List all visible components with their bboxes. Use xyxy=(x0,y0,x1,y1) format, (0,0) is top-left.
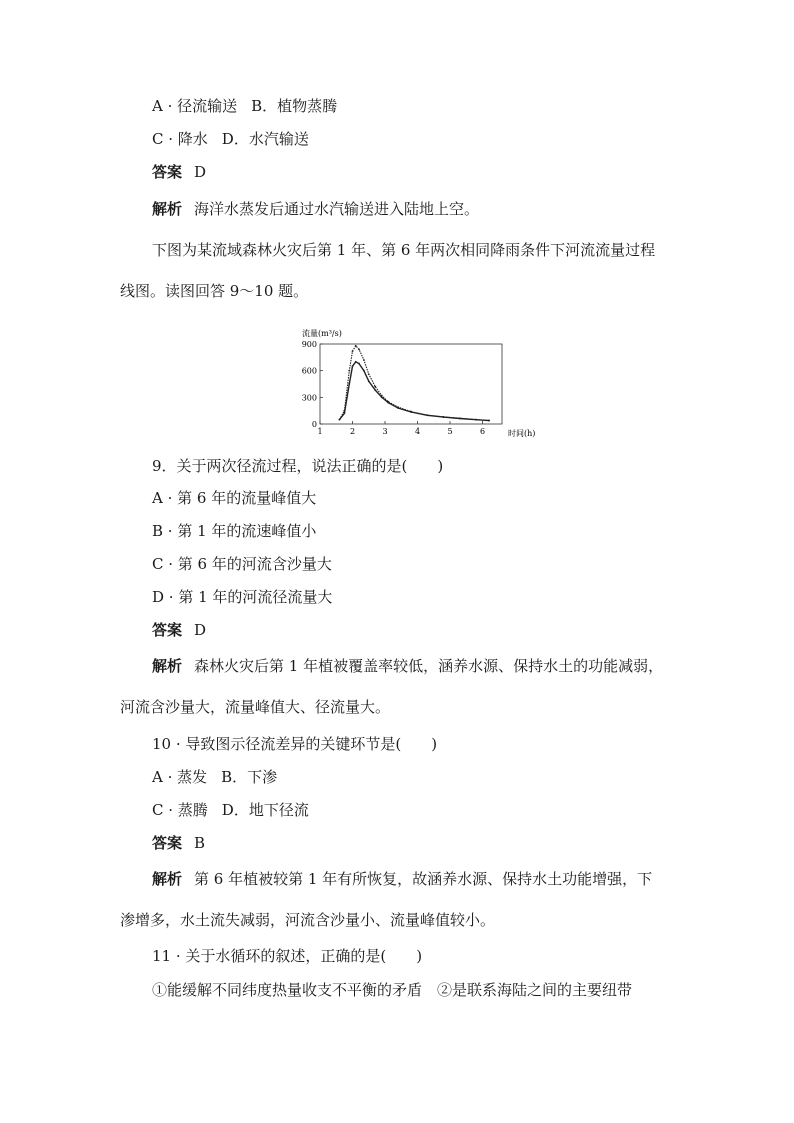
q9-explain-text-1: 森林火灾后第 1 年植被覆盖率较低，涵养水源、保持水土的功能减弱， xyxy=(194,657,664,675)
series-2-point xyxy=(459,418,461,420)
series-2-point xyxy=(475,419,477,421)
q9-option-d: D · 第 1 年的河流径流量大 xyxy=(152,588,333,606)
q10-options-row-2 xyxy=(152,800,309,820)
q8-answer xyxy=(152,162,206,182)
chart-x-label: 时间(h) xyxy=(508,429,536,438)
q9-option-a: A · 第 6 年的流量峰值大 xyxy=(152,489,317,507)
q9-answer-label: 答案 xyxy=(152,621,183,639)
q9-explanation xyxy=(152,656,663,676)
x-tick-label: 4 xyxy=(414,427,421,436)
q10-options-row-1 xyxy=(152,767,277,787)
series-2-point xyxy=(368,380,370,382)
q8-options-row-2 xyxy=(152,129,309,149)
series-2-point xyxy=(410,411,412,413)
series-2-point xyxy=(355,361,357,363)
q8-option-b: B．植物蒸腾 xyxy=(251,97,338,115)
q8-explanation xyxy=(152,199,479,219)
q9-answer-value: D xyxy=(194,621,207,639)
x-tick-label: 3 xyxy=(382,427,388,436)
x-tick-label: 1 xyxy=(317,427,323,436)
series-2-point xyxy=(363,370,365,372)
q10-stem: 10 · 导致图示径流差异的关键环节是( ) xyxy=(152,735,438,753)
y-tick-label: 900 xyxy=(301,340,317,349)
q9-option-c: C · 第 6 年的河流含沙量大 xyxy=(152,555,332,573)
series-2-point xyxy=(397,407,399,409)
series-1-point xyxy=(348,370,350,372)
series-1-point xyxy=(363,359,365,361)
series-2-point xyxy=(374,389,376,391)
q9-explain-label: 解析 xyxy=(152,657,183,675)
q9-stem: 9．关于两次径流过程，说法正确的是( ) xyxy=(152,457,444,475)
x-tick-label: 5 xyxy=(447,427,453,436)
q10-option-d: D．地下径流 xyxy=(221,801,309,819)
q9-explain-text-2: 河流含沙量大，流量峰值大、径流量大。 xyxy=(120,698,391,716)
series-1-point xyxy=(355,345,357,347)
q11-statements-line-1: ①能缓解不同纬度热量收支不平衡的矛盾 ②是联系海陆之间的主要纽带 xyxy=(152,981,633,999)
q9-option-b: B · 第 1 年的流速峰值小 xyxy=(152,522,317,540)
q10-answer-value: B xyxy=(194,834,206,852)
q9-answer xyxy=(152,620,206,640)
q8-answer-value: D xyxy=(194,163,207,181)
series-2-point xyxy=(443,416,445,418)
series-line-1 xyxy=(340,346,490,421)
q8-explain-label: 解析 xyxy=(152,200,183,218)
q10-explain-label: 解析 xyxy=(152,870,183,888)
q8-answer-label: 答案 xyxy=(152,163,183,181)
q8-option-c: C · 降水 xyxy=(152,130,208,148)
q8-options-row-1 xyxy=(152,96,337,116)
q10-option-a: A · 蒸发 xyxy=(152,768,208,786)
q10-explain-text-2: 渗增多，水土流失减弱，河流含沙量小、流量峰值较小。 xyxy=(120,911,496,929)
q10-option-c: C · 蒸腾 xyxy=(152,801,208,819)
series-1-point xyxy=(374,386,376,388)
y-tick-label: 0 xyxy=(311,420,317,429)
q8-option-a: A · 径流输送 xyxy=(152,97,238,115)
q10-explanation xyxy=(152,869,652,889)
series-2-point xyxy=(348,383,350,385)
series-1-point xyxy=(352,350,354,352)
intro-line-1: 下图为某流域森林火灾后第 1 年、第 6 年两次相同降雨条件下河流流量过程 xyxy=(152,241,656,259)
q11-stem: 11 · 关于水循环的叙述，正确的是( ) xyxy=(152,947,423,965)
series-1-point xyxy=(368,373,370,375)
series-2-point xyxy=(343,412,345,414)
chart-y-label: 流量(m³/s) xyxy=(302,329,342,338)
series-2-point xyxy=(387,402,389,404)
series-2-point xyxy=(352,365,354,367)
series-2-point xyxy=(381,396,383,398)
series-2-point xyxy=(488,420,490,422)
y-tick-label: 300 xyxy=(301,393,317,403)
series-2-point xyxy=(358,363,360,365)
runoff-chart xyxy=(296,324,536,440)
y-tick-label: 600 xyxy=(301,366,317,376)
q10-option-b: B．下渗 xyxy=(221,768,278,786)
q8-option-d: D．水汽输送 xyxy=(221,130,309,148)
q10-explain-text-1: 第 6 年植被较第 1 年有所恢复，故涵养水源、保持水土功能增强，下 xyxy=(194,870,653,888)
q10-answer xyxy=(152,833,205,853)
series-1-point xyxy=(358,348,360,350)
intro-line-2: 线图。读图回答 9～10 题。 xyxy=(120,282,309,300)
series-2-point xyxy=(339,419,341,421)
x-tick-label: 2 xyxy=(349,427,356,436)
q10-answer-label: 答案 xyxy=(152,834,183,852)
q8-explain-text: 海洋水蒸发后通过水汽输送进入陆地上空。 xyxy=(194,200,480,218)
x-tick-label: 6 xyxy=(479,427,486,436)
series-2-point xyxy=(426,414,428,416)
